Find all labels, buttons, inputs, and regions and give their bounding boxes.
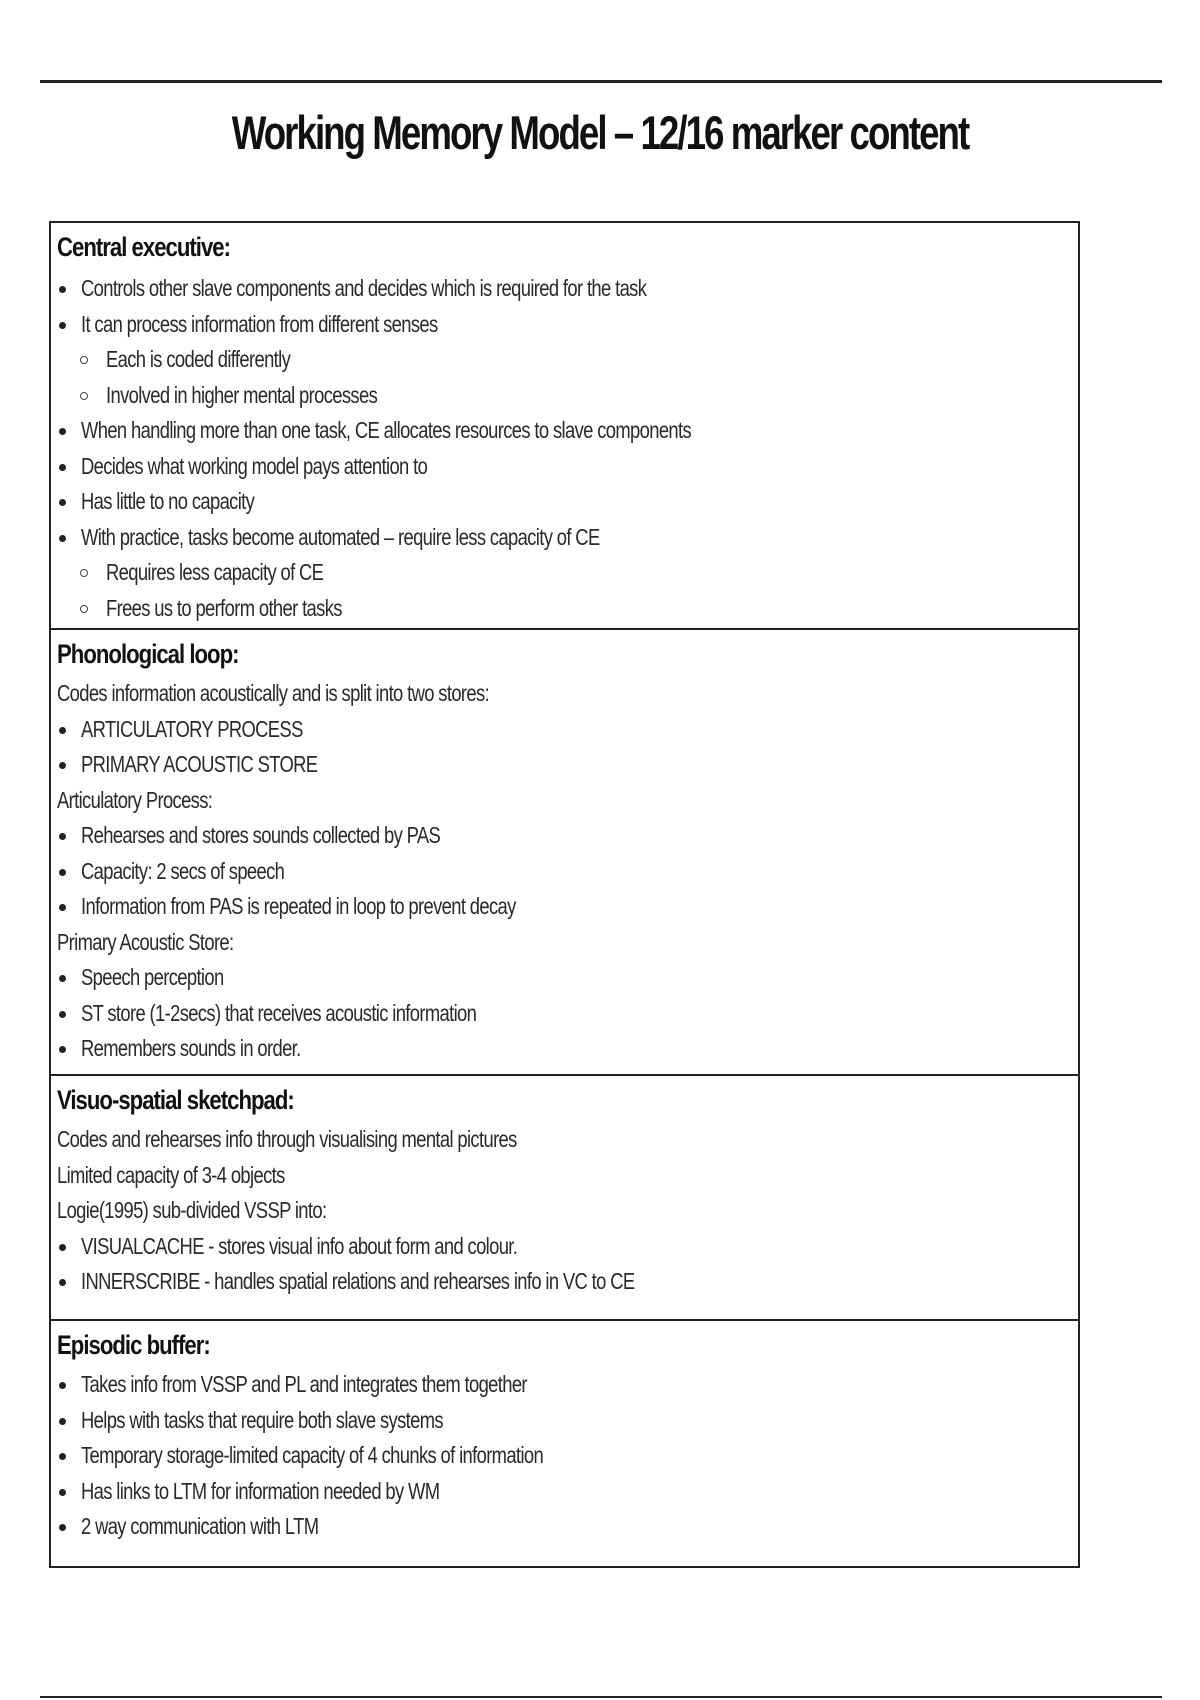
top-rule <box>40 80 1162 83</box>
bullet-item: Information from PAS is repeated in loop to prevent decay <box>57 889 1078 925</box>
section-episodic-buffer <box>49 1319 1080 1568</box>
section-heading: Central executive: <box>57 232 231 262</box>
bullet-item: INNERSCRIBE - handles spatial relations and rehearses info in VC to CE <box>57 1264 1078 1300</box>
section-heading: Phonological loop: <box>57 639 239 669</box>
section-central-executive <box>49 221 1080 630</box>
section-heading: Episodic buffer: <box>57 1330 210 1360</box>
bullet-item: PRIMARY ACOUSTIC STORE <box>57 747 1078 783</box>
bullet-item: Temporary storage-limited capacity of 4 chunks of information <box>57 1438 1078 1474</box>
page-title: Working Memory Model – 12/16 marker content <box>231 106 969 159</box>
bullet-item: With practice, tasks become automated – require less capacity of CE <box>57 520 1078 556</box>
bullet-item: When handling more than one task, CE allocates resources to slave components <box>57 413 1078 449</box>
bullet-item: It can process information from different senses <box>57 307 1078 343</box>
bullet-item: Decides what working model pays attention to <box>57 449 1078 485</box>
bullet-item: Speech perception <box>57 960 1078 996</box>
paragraph-line: Codes information acoustically and is split into two stores: <box>57 680 490 706</box>
section-visuo-spatial-sketchpad <box>49 1074 1080 1321</box>
paragraph-line: Limited capacity of 3-4 objects <box>57 1161 285 1188</box>
bullet-item: Rehearses and stores sounds collected by PAS <box>57 818 1078 854</box>
bullet-item: Has little to no capacity <box>57 484 1078 520</box>
bullet-item: ARTICULATORY PROCESS <box>57 712 1078 748</box>
section-phonological-loop <box>49 628 1080 1076</box>
bullet-item: Remembers sounds in order. <box>57 1031 1078 1067</box>
bullet-item: Helps with tasks that require both slave systems <box>57 1403 1078 1439</box>
paragraph-line: Articulatory Process: <box>57 786 213 813</box>
sub-bullet-item: Each is coded differently <box>57 342 1078 378</box>
bullet-item: Takes info from VSSP and PL and integrates them together <box>57 1367 1078 1403</box>
bullet-item: Controls other slave components and decides which is required for the task <box>57 271 1078 307</box>
bottom-rule <box>40 1696 1162 1698</box>
paragraph-line: Codes and rehearses info through visualising mental pictures <box>57 1126 517 1152</box>
sub-bullet-item: Frees us to perform other tasks <box>57 591 1078 627</box>
bullet-item: VISUALCACHE - stores visual info about form and colour. <box>57 1229 1078 1265</box>
bullet-item: Capacity: 2 secs of speech <box>57 854 1078 890</box>
paragraph-line: Primary Acoustic Store: <box>57 928 234 955</box>
sub-bullet-item: Requires less capacity of CE <box>57 555 1078 591</box>
paragraph-line: Logie(1995) sub-divided VSSP into: <box>57 1197 327 1223</box>
bullet-item: Has links to LTM for information needed by WM <box>57 1474 1078 1510</box>
sub-bullet-item: Involved in higher mental processes <box>57 378 1078 414</box>
section-heading: Visuo-spatial sketchpad: <box>57 1085 294 1115</box>
bullet-item: 2 way communication with LTM <box>57 1509 1078 1545</box>
bullet-item: ST store (1-2secs) that receives acoustic information <box>57 996 1078 1032</box>
